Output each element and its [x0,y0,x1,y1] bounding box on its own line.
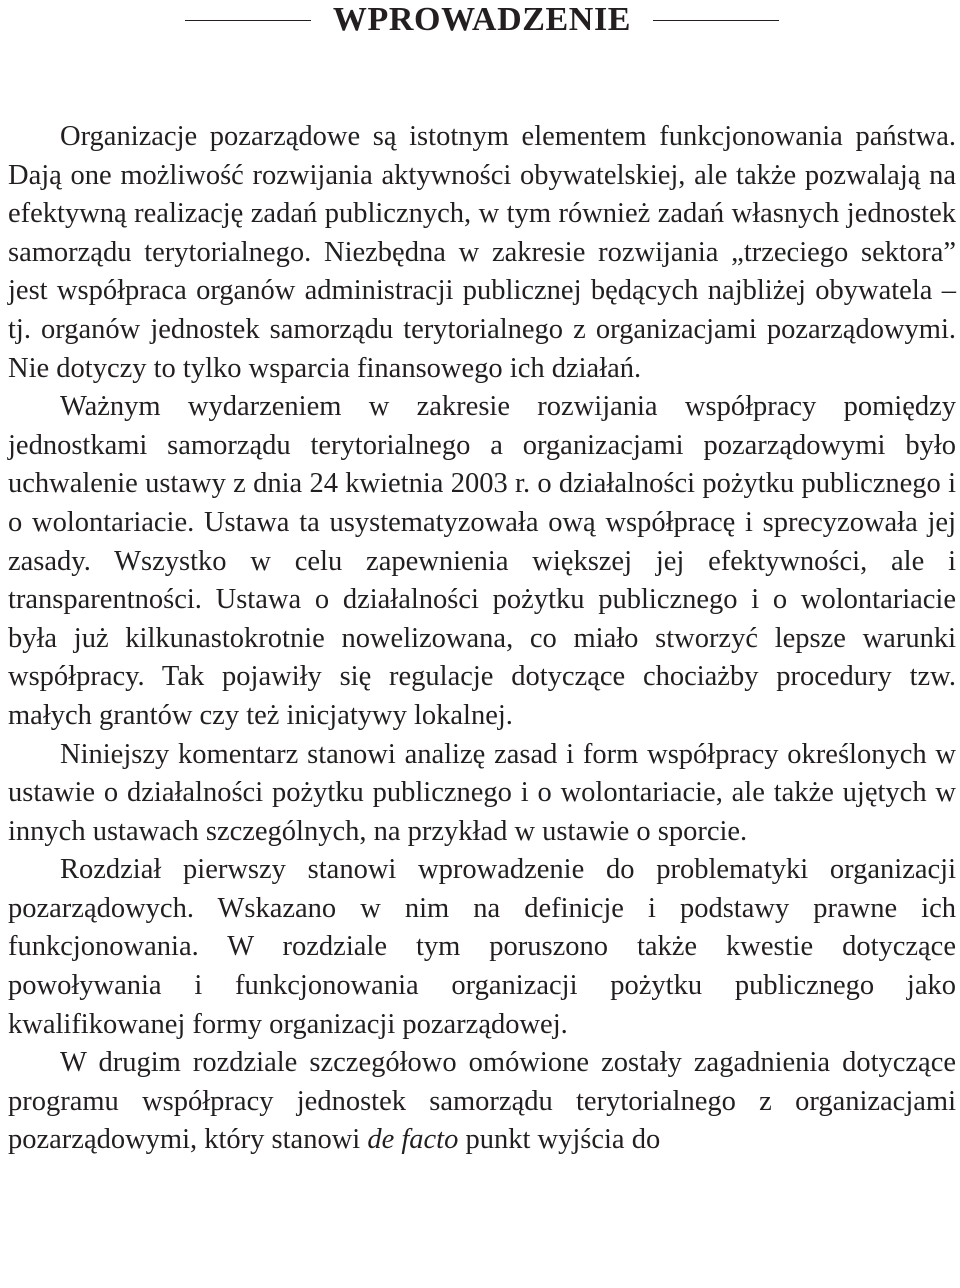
heading-rule-right [653,20,779,21]
paragraph: Ważnym wydarzeniem w zakresie rozwijania współpracy pomiędzy jednostkami samorządu terytorialnego a organizacjami pozarządowymi było uchwalenie ustawy z dnia 24 kwietnia 2003 r. o działalności pożytku publicznego i o wolontariacie. Ustawa ta usystematyzowała ową współpracę i sprecyzowała jej zasady. Wszystko w celu zapewnienia większej jej efektywności, ale i transparentności. Ustawa o działalności pożytku publicznego i o wolontariacie była już kilkunastokrotnie nowelizowana, co miało stworzyć lepsze warunki współpracy. Tak pojawiły się regulacje dotyczące chociażby procedury tzw. małych grantów czy też inicjatywy lokalnej. [8,391,956,731]
paragraph [8,1044,956,1160]
paragraph-text-start: W drugim rozdziale szczegółowo omówione zostały zagadnienia dotyczące programu współpracy jednostek samorządu terytorialnego z organizacjami pozarządowymi, który stanowi [8,1047,956,1156]
paragraph-text-end: punkt wyjścia do [458,1124,661,1156]
heading-row [8,0,956,40]
paragraph: Niniejszy komentarz stanowi analizę zasad i form współpracy określonych w ustawie o działalności pożytku publicznego i o wolontariacie, ale także ujętych w innych ustawach szczególnych, na przykład w ustawie o sporcie. [8,738,956,847]
italic-phrase: de facto [367,1124,459,1156]
paragraph: Organizacje pozarządowe są istotnym elementem funkcjonowania państwa. Dają one możliwość rozwijania aktywności obywatelskiej, ale także pozwalają na efektywną realizację zadań publicznych, w tym również zadań własnych jednostek samorządu terytorialnego. Niezbędna w zakresie rozwijania „trzeciego sektora” jest współpraca organów administracji publicznej będących najbliżej obywatela – tj. organów jednostek samorządu terytorialnego z organizacjami pozarządowymi. Nie dotyczy to tylko wsparcia finansowego ich działań. [8,121,956,384]
chapter-heading: WPROWADZENIE [332,1,632,38]
body-text [8,118,956,1160]
heading-rule-left [185,20,311,21]
paragraph: Rozdział pierwszy stanowi wprowadzenie do problematyki organizacji pozarządowych. Wskazano w nim na definicje i podstawy prawne ich funkcjonowania. W rozdziale tym poruszono także kwestie dotyczące powoływania i funkcjonowania organizacji pożytku publicznego jako kwalifikowanej formy organizacji pozarządowej. [8,854,956,1040]
page [8,0,956,1156]
